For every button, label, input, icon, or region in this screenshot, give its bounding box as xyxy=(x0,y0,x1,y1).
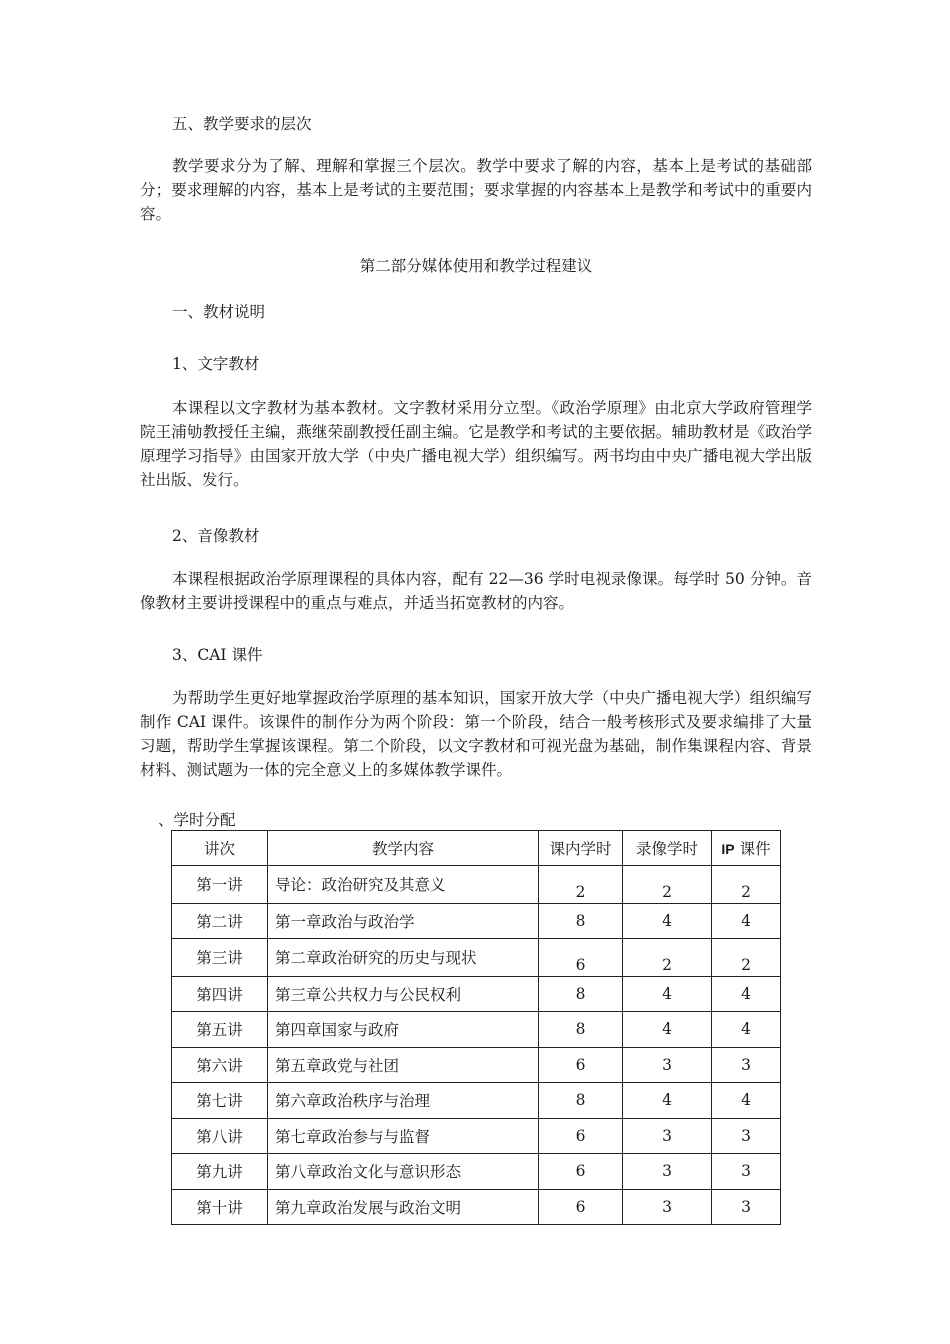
cell-ip: 3 xyxy=(712,1118,781,1154)
cell-class-hours: 8 xyxy=(539,1083,623,1119)
cell-content: 第七章政治参与与监督 xyxy=(268,1118,539,1154)
cell-lecture: 第七讲 xyxy=(172,1083,268,1119)
cell-class-hours: 6 xyxy=(539,1118,623,1154)
header-ip-courseware xyxy=(712,831,781,866)
cell-content: 第六章政治秩序与治理 xyxy=(268,1083,539,1119)
cell-video-hours: 3 xyxy=(623,1189,712,1225)
table-row xyxy=(172,1012,781,1048)
cell-ip: 3 xyxy=(712,1189,781,1225)
header-content: 教学内容 xyxy=(268,831,539,866)
cell-content: 导论：政治研究及其意义 xyxy=(268,866,539,904)
av-materials-heading: 2、音像教材 xyxy=(172,527,260,545)
header-class-hours: 课内学时 xyxy=(539,831,623,866)
cell-content: 第二章政治研究的历史与现状 xyxy=(268,939,539,977)
hours-table-label: 、学时分配 xyxy=(158,811,236,829)
cell-ip: 2 xyxy=(712,866,781,904)
cell-lecture: 第一讲 xyxy=(172,866,268,904)
cell-lecture: 第十讲 xyxy=(172,1189,268,1225)
cell-lecture: 第九讲 xyxy=(172,1154,268,1190)
cell-ip: 4 xyxy=(712,976,781,1012)
cell-ip: 4 xyxy=(712,1083,781,1119)
cell-video-hours: 4 xyxy=(623,1083,712,1119)
section5-heading: 五、教学要求的层次 xyxy=(172,115,312,133)
cell-lecture: 第四讲 xyxy=(172,976,268,1012)
cell-class-hours: 2 xyxy=(539,866,623,904)
cell-class-hours: 6 xyxy=(539,1189,623,1225)
table-row xyxy=(172,903,781,939)
cell-class-hours: 6 xyxy=(539,1047,623,1083)
cell-lecture: 第三讲 xyxy=(172,939,268,977)
av-materials-body: 本课程根据政治学原理课程的具体内容，配有 22—36 学时电视录像课。每学时 50 分钟。音像教材主要讲授课程中的重点与难点，并适当拓宽教材的内容。 xyxy=(140,570,812,612)
cell-class-hours: 8 xyxy=(539,976,623,1012)
cell-content: 第八章政治文化与意识形态 xyxy=(268,1154,539,1190)
cell-video-hours: 4 xyxy=(623,976,712,1012)
cell-ip: 2 xyxy=(712,939,781,977)
header-video-hours: 录像学时 xyxy=(623,831,712,866)
table-row xyxy=(172,1189,781,1225)
cell-video-hours: 4 xyxy=(623,1012,712,1048)
text-materials-heading: 1、文字教材 xyxy=(172,355,260,373)
table-row xyxy=(172,976,781,1012)
cell-content: 第一章政治与政治学 xyxy=(268,903,539,939)
cell-lecture: 第五讲 xyxy=(172,1012,268,1048)
cell-class-hours: 6 xyxy=(539,1154,623,1190)
cell-content: 第三章公共权力与公民权利 xyxy=(268,976,539,1012)
table-row xyxy=(172,939,781,977)
cai-body: 为帮助学生更好地掌握政治学原理的基本知识，国家开放大学（中央广播电视大学）组织编写制作 CAI 课件。该课件的制作分为两个阶段：第一个阶段，结合一般考核形式及要求编排了大量习题，帮助学生掌握该课程。第二个阶段，以文字教材和可视光盘为基础，制作集课程内容、背景材料、测试题为一体的完全意义上的多媒体教学课件。 xyxy=(140,689,812,779)
table-row xyxy=(172,1083,781,1119)
table-row xyxy=(172,1047,781,1083)
cell-lecture: 第二讲 xyxy=(172,903,268,939)
cell-video-hours: 2 xyxy=(623,939,712,977)
cell-content: 第九章政治发展与政治文明 xyxy=(268,1189,539,1225)
cell-class-hours: 8 xyxy=(539,1012,623,1048)
header-ip-prefix: IP xyxy=(721,841,735,857)
cell-content: 第四章国家与政府 xyxy=(268,1012,539,1048)
table-header-row xyxy=(172,831,781,866)
cell-video-hours: 3 xyxy=(623,1118,712,1154)
cell-ip: 4 xyxy=(712,903,781,939)
cell-class-hours: 6 xyxy=(539,939,623,977)
cell-ip: 3 xyxy=(712,1154,781,1190)
cai-heading: 3、CAI 课件 xyxy=(172,646,263,664)
table-row xyxy=(172,1118,781,1154)
cell-class-hours: 8 xyxy=(539,903,623,939)
cell-ip: 3 xyxy=(712,1047,781,1083)
cell-content: 第五章政党与社团 xyxy=(268,1047,539,1083)
text-materials-body: 本课程以文字教材为基本教材。文字教材采用分立型。《政治学原理》由北京大学政府管理学院王浦劬教授任主编，燕继荣副教授任副主编。它是教学和考试的主要依据。辅助教材是《政治学原理学习指导》由国家开放大学（中央广播电视大学）组织编写。两书均由中央广播电视大学出版社出版、发行。 xyxy=(140,399,812,489)
cell-lecture: 第六讲 xyxy=(172,1047,268,1083)
part2-title: 第二部分媒体使用和教学过程建议 xyxy=(359,257,593,275)
header-ip-suffix: 课件 xyxy=(734,840,771,858)
materials-heading: 一、教材说明 xyxy=(172,303,266,321)
cell-video-hours: 3 xyxy=(623,1047,712,1083)
cell-video-hours: 4 xyxy=(623,903,712,939)
cell-lecture: 第八讲 xyxy=(172,1118,268,1154)
cell-video-hours: 2 xyxy=(623,866,712,904)
hours-table xyxy=(171,830,781,1225)
header-lecture: 讲次 xyxy=(172,831,268,866)
cell-video-hours: 3 xyxy=(623,1154,712,1190)
table-row xyxy=(172,866,781,904)
section5-body: 教学要求分为了解、理解和掌握三个层次。教学中要求了解的内容，基本上是考试的基础部分；要求理解的内容，基本上是考试的主要范围；要求掌握的内容基本上是教学和考试中的重要内容。 xyxy=(140,157,812,223)
table-row xyxy=(172,1154,781,1190)
cell-ip: 4 xyxy=(712,1012,781,1048)
